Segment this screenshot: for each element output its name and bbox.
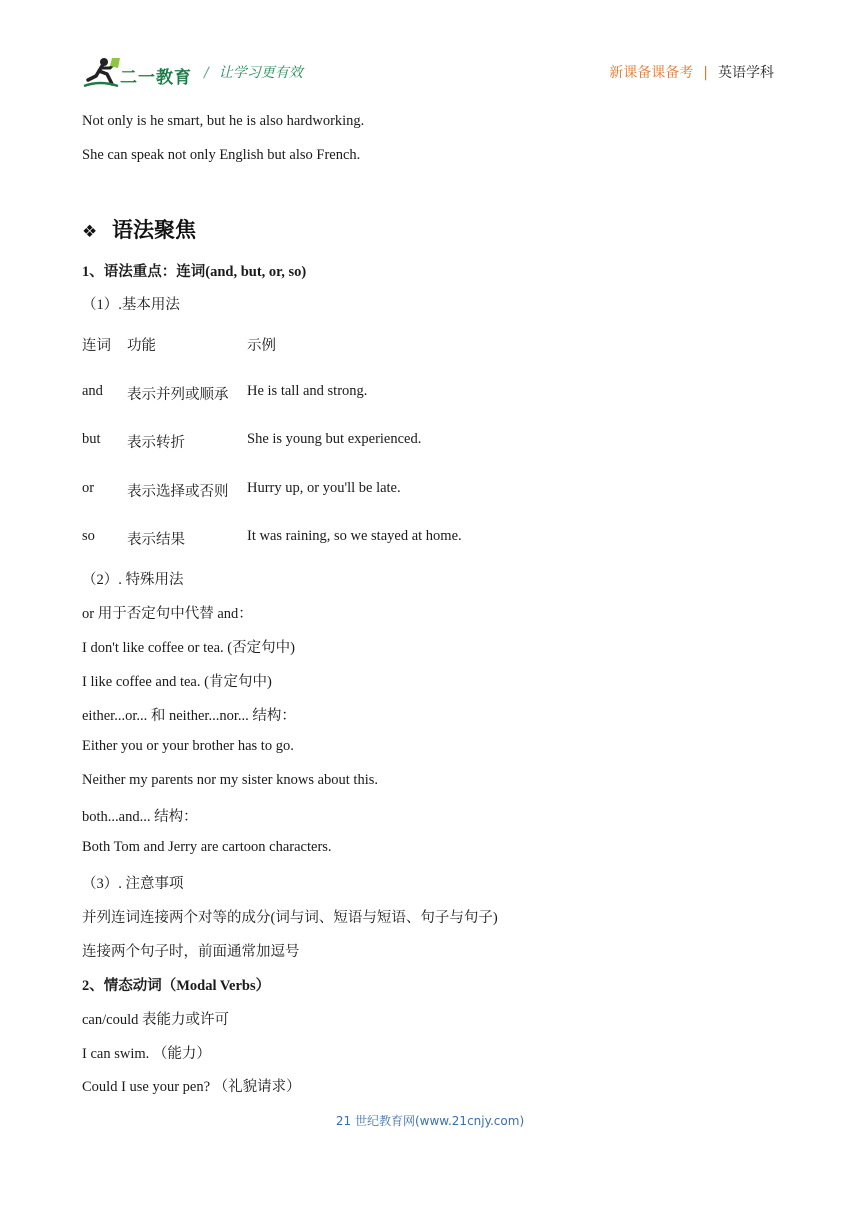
intro-line: Not only is he smart, but he is also hardworking. [82, 113, 365, 129]
note-line: 并列连词连接两个对等的成分(词与词、短语与短语、句子与句子) [82, 910, 498, 926]
note-line: 连接两个句子时，前面通常加逗号 [82, 944, 300, 960]
grammar2-line: can/could 表能力或许可 [82, 1012, 229, 1028]
grammar2-line: I can swim. （能力） [82, 1046, 211, 1062]
special-line: both...and... 结构： [82, 809, 198, 825]
subject-label: 英语学科 [718, 65, 774, 81]
special-line: or 用于否定句中代替 and： [82, 606, 253, 622]
prep-label: 新课备课备考 [609, 65, 694, 81]
table-header-cell: 示例 [247, 338, 276, 354]
special-line: either...or... 和 neither...nor... 结构： [82, 708, 296, 724]
diamond-icon: ❖ [82, 222, 98, 242]
slogan-text: 让学习更有效 [218, 65, 303, 81]
intro-line: She can speak not only English but also French. [82, 147, 361, 163]
logo-text: 二一教育 [120, 68, 192, 88]
section-title-text: 语法聚焦 [112, 218, 196, 242]
page-header [82, 56, 774, 90]
header-separator: | [703, 65, 708, 81]
table-cell-example: Hurry up, or you'll be late. [247, 480, 401, 496]
table-cell-function: 表示转折 [127, 435, 185, 451]
header-right [609, 62, 774, 82]
grammar1-sub3: （3）. 注意事项 [82, 876, 184, 892]
table-cell-conjunction: and [82, 383, 103, 399]
table-cell-conjunction: so [82, 528, 95, 544]
special-line: Neither my parents nor my sister knows about this. [82, 772, 378, 788]
special-line: I don't like coffee or tea. (否定句中) [82, 640, 295, 656]
special-line: Both Tom and Jerry are cartoon characters. [82, 839, 332, 855]
logo [82, 56, 222, 90]
table-cell-example: He is tall and strong. [247, 383, 368, 399]
table-cell-function: 表示选择或否则 [127, 484, 229, 500]
slogan [204, 62, 303, 82]
special-line: Either you or your brother has to go. [82, 738, 294, 754]
table-cell-conjunction: or [82, 480, 95, 496]
grammar1-heading: 1、语法重点：连词(and, but, or, so) [82, 264, 307, 280]
table-cell-example: It was raining, so we stayed at home. [247, 528, 462, 544]
table-header-cell: 连词 [82, 338, 111, 354]
grammar1-sub1: （1）.基本用法 [82, 297, 180, 313]
section-title [82, 214, 196, 244]
table-cell-function: 表示并列或顺承 [127, 387, 229, 403]
table-cell-function: 表示结果 [127, 532, 185, 548]
table-cell-conjunction: but [82, 431, 101, 447]
grammar1-sub2: （2）. 特殊用法 [82, 572, 184, 588]
table-header-cell: 功能 [127, 338, 156, 354]
special-line: I like coffee and tea. (肯定句中) [82, 674, 272, 690]
grammar2-heading: 2、情态动词（Modal Verbs） [82, 978, 271, 994]
runner-logo-icon [82, 56, 122, 90]
slogan-slash: / [204, 65, 209, 81]
page-footer: 21 世纪教育网(www.21cnjy.com) [335, 1114, 525, 1128]
grammar2-line: Could I use your pen? （礼貌请求） [82, 1079, 301, 1095]
table-cell-example: She is young but experienced. [247, 431, 422, 447]
